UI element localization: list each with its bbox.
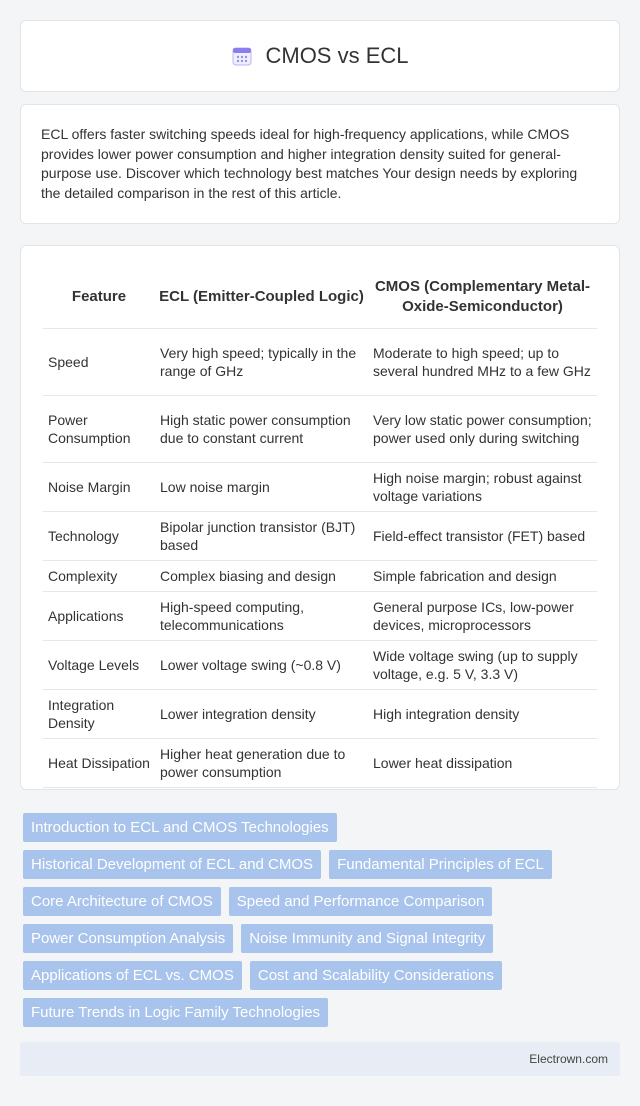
cell-cmos: Simple fabrication and design (368, 560, 597, 591)
topic-tag-link[interactable]: Fundamental Principles of ECL (329, 850, 552, 879)
cell-cmos: General purpose ICs, low-power devices, microprocessors (368, 591, 597, 640)
cell-feature: Voltage Levels (43, 640, 155, 689)
table-row (43, 689, 597, 738)
cell-ecl: Very high speed; typically in the range of GHz (155, 328, 368, 395)
header-ecl: ECL (Emitter-Coupled Logic) (155, 266, 368, 328)
topic-tag-link[interactable]: Applications of ECL vs. CMOS (23, 961, 242, 990)
calendar-icon (231, 45, 253, 67)
cell-ecl: Bipolar junction transistor (BJT) based (155, 511, 368, 560)
topic-tag-link[interactable]: Future Trends in Logic Family Technologies (23, 998, 328, 1027)
cell-feature: Noise Margin (43, 462, 155, 511)
table-row (43, 511, 597, 560)
cell-ecl: Complex biasing and design (155, 560, 368, 591)
header-feature: Feature (43, 266, 155, 328)
cell-cmos: High noise margin; robust against voltage variations (368, 462, 597, 511)
comparison-table-card (20, 245, 620, 790)
intro-card (20, 104, 620, 224)
topic-tag-link[interactable]: Noise Immunity and Signal Integrity (241, 924, 493, 953)
intro-text: ECL offers faster switching speeds ideal for high-frequency applications, while CMOS provides lower power consumption and higher integration density suited for general-purpose use. Discover which technology best matches Your design needs by exploring the detailed comparison in the rest of this article. (41, 126, 578, 201)
cell-feature: Technology (43, 511, 155, 560)
cell-cmos: Lower heat dissipation (368, 738, 597, 787)
cell-ecl: High-speed computing, telecommunications (155, 591, 368, 640)
topic-tag-link[interactable]: Introduction to ECL and CMOS Technologies (23, 813, 337, 842)
topic-tag-link[interactable]: Core Architecture of CMOS (23, 887, 221, 916)
footer (20, 1042, 620, 1076)
cell-cmos: Wide voltage swing (up to supply voltage, e.g. 5 V, 3.3 V) (368, 640, 597, 689)
table-row (43, 395, 597, 462)
cell-ecl: Lower integration density (155, 689, 368, 738)
page-title: CMOS vs ECL (265, 43, 409, 68)
topic-tag-link[interactable]: Speed and Performance Comparison (229, 887, 493, 916)
topic-tag-link[interactable]: Cost and Scalability Considerations (250, 961, 502, 990)
table-row (43, 640, 597, 689)
comparison-table (43, 266, 597, 788)
cell-cmos: Moderate to high speed; up to several hundred MHz to a few GHz (368, 328, 597, 395)
table-row (43, 560, 597, 591)
cell-ecl: Low noise margin (155, 462, 368, 511)
topic-tag-link[interactable]: Power Consumption Analysis (23, 924, 233, 953)
cell-ecl: High static power consumption due to constant current (155, 395, 368, 462)
cell-cmos: Very low static power consumption; power used only during switching (368, 395, 597, 462)
topic-tags (23, 813, 623, 1027)
cell-feature: Complexity (43, 560, 155, 591)
table-row (43, 738, 597, 787)
table-row (43, 591, 597, 640)
topic-tag-link[interactable]: Historical Development of ECL and CMOS (23, 850, 321, 879)
footer-site[interactable]: Electrown.com (529, 1052, 608, 1066)
cell-feature: Heat Dissipation (43, 738, 155, 787)
cell-ecl: Higher heat generation due to power consumption (155, 738, 368, 787)
title-card (20, 20, 620, 92)
table-row (43, 328, 597, 395)
cell-ecl: Lower voltage swing (~0.8 V) (155, 640, 368, 689)
header-cmos: CMOS (Complementary Metal-Oxide-Semiconductor) (368, 266, 597, 328)
cell-feature: Power Consumption (43, 395, 155, 462)
table-header-row (43, 266, 597, 328)
cell-cmos: Field-effect transistor (FET) based (368, 511, 597, 560)
cell-cmos: High integration density (368, 689, 597, 738)
table-row (43, 462, 597, 511)
cell-feature: Speed (43, 328, 155, 395)
cell-feature: Applications (43, 591, 155, 640)
cell-feature: Integration Density (43, 689, 155, 738)
